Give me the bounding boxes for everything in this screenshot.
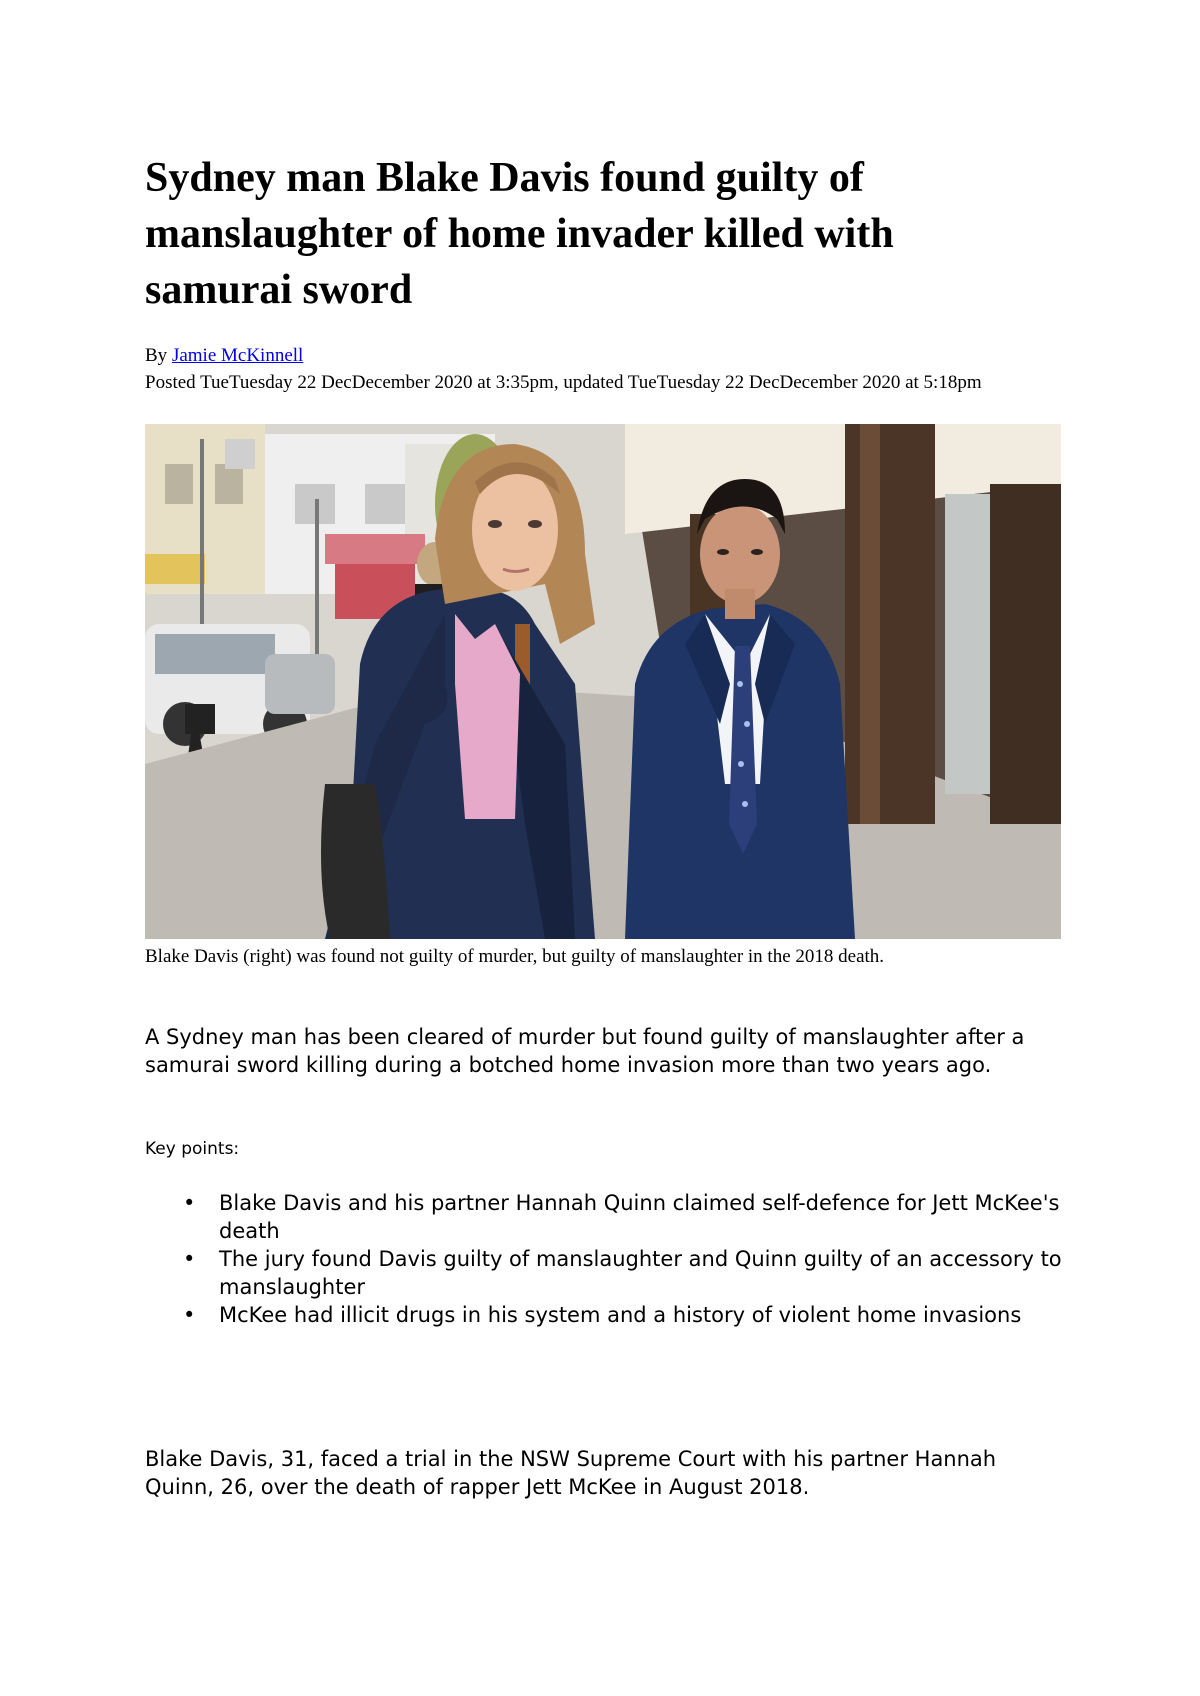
article-lede: A Sydney man has been cleared of murder but found guilty of manslaughter after a samurai sword killing during a botched home invasion more than two years ago.	[145, 1025, 1025, 1077]
bullet-icon: •	[183, 1247, 196, 1271]
author-link[interactable]: Jamie McKinnell	[171, 345, 304, 366]
key-point-text: Blake Davis and his partner Hannah Quinn claimed self-defence for Jett McKee's death	[219, 1191, 1060, 1243]
article-photo	[145, 424, 1061, 939]
bullet-icon: •	[183, 1191, 196, 1215]
article-body-paragraph: Blake Davis, 31, faced a trial in the NSW Supreme Court with his partner Hannah Quinn, 26, over the death of rapper Jett McKee in August 2018.	[145, 1447, 997, 1499]
key-points-list	[145, 1189, 1065, 1329]
list-item	[145, 1189, 1065, 1245]
article-headline: Sydney man Blake Davis found guilty of manslaughter of home invader killed with samurai sword	[145, 155, 894, 313]
byline	[145, 343, 303, 369]
photo-caption: Blake Davis (right) was found not guilty of murder, but guilty of manslaughter in the 2018 death.	[145, 946, 885, 967]
dateline: Posted TueTuesday 22 DecDecember 2020 at 3:35pm, updated TueTuesday 22 DecDecember 2020 at 5:18pm	[145, 372, 982, 393]
key-point-text: McKee had illicit drugs in his system and a history of violent home invasions	[219, 1303, 1022, 1327]
list-item	[145, 1301, 1065, 1329]
byline-prefix: By	[145, 345, 172, 366]
key-points-label: Key points:	[145, 1139, 240, 1159]
bullet-icon: •	[183, 1303, 196, 1327]
list-item	[145, 1245, 1065, 1301]
key-point-text: The jury found Davis guilty of manslaughter and Quinn guilty of an accessory to manslaughter	[219, 1247, 1062, 1299]
